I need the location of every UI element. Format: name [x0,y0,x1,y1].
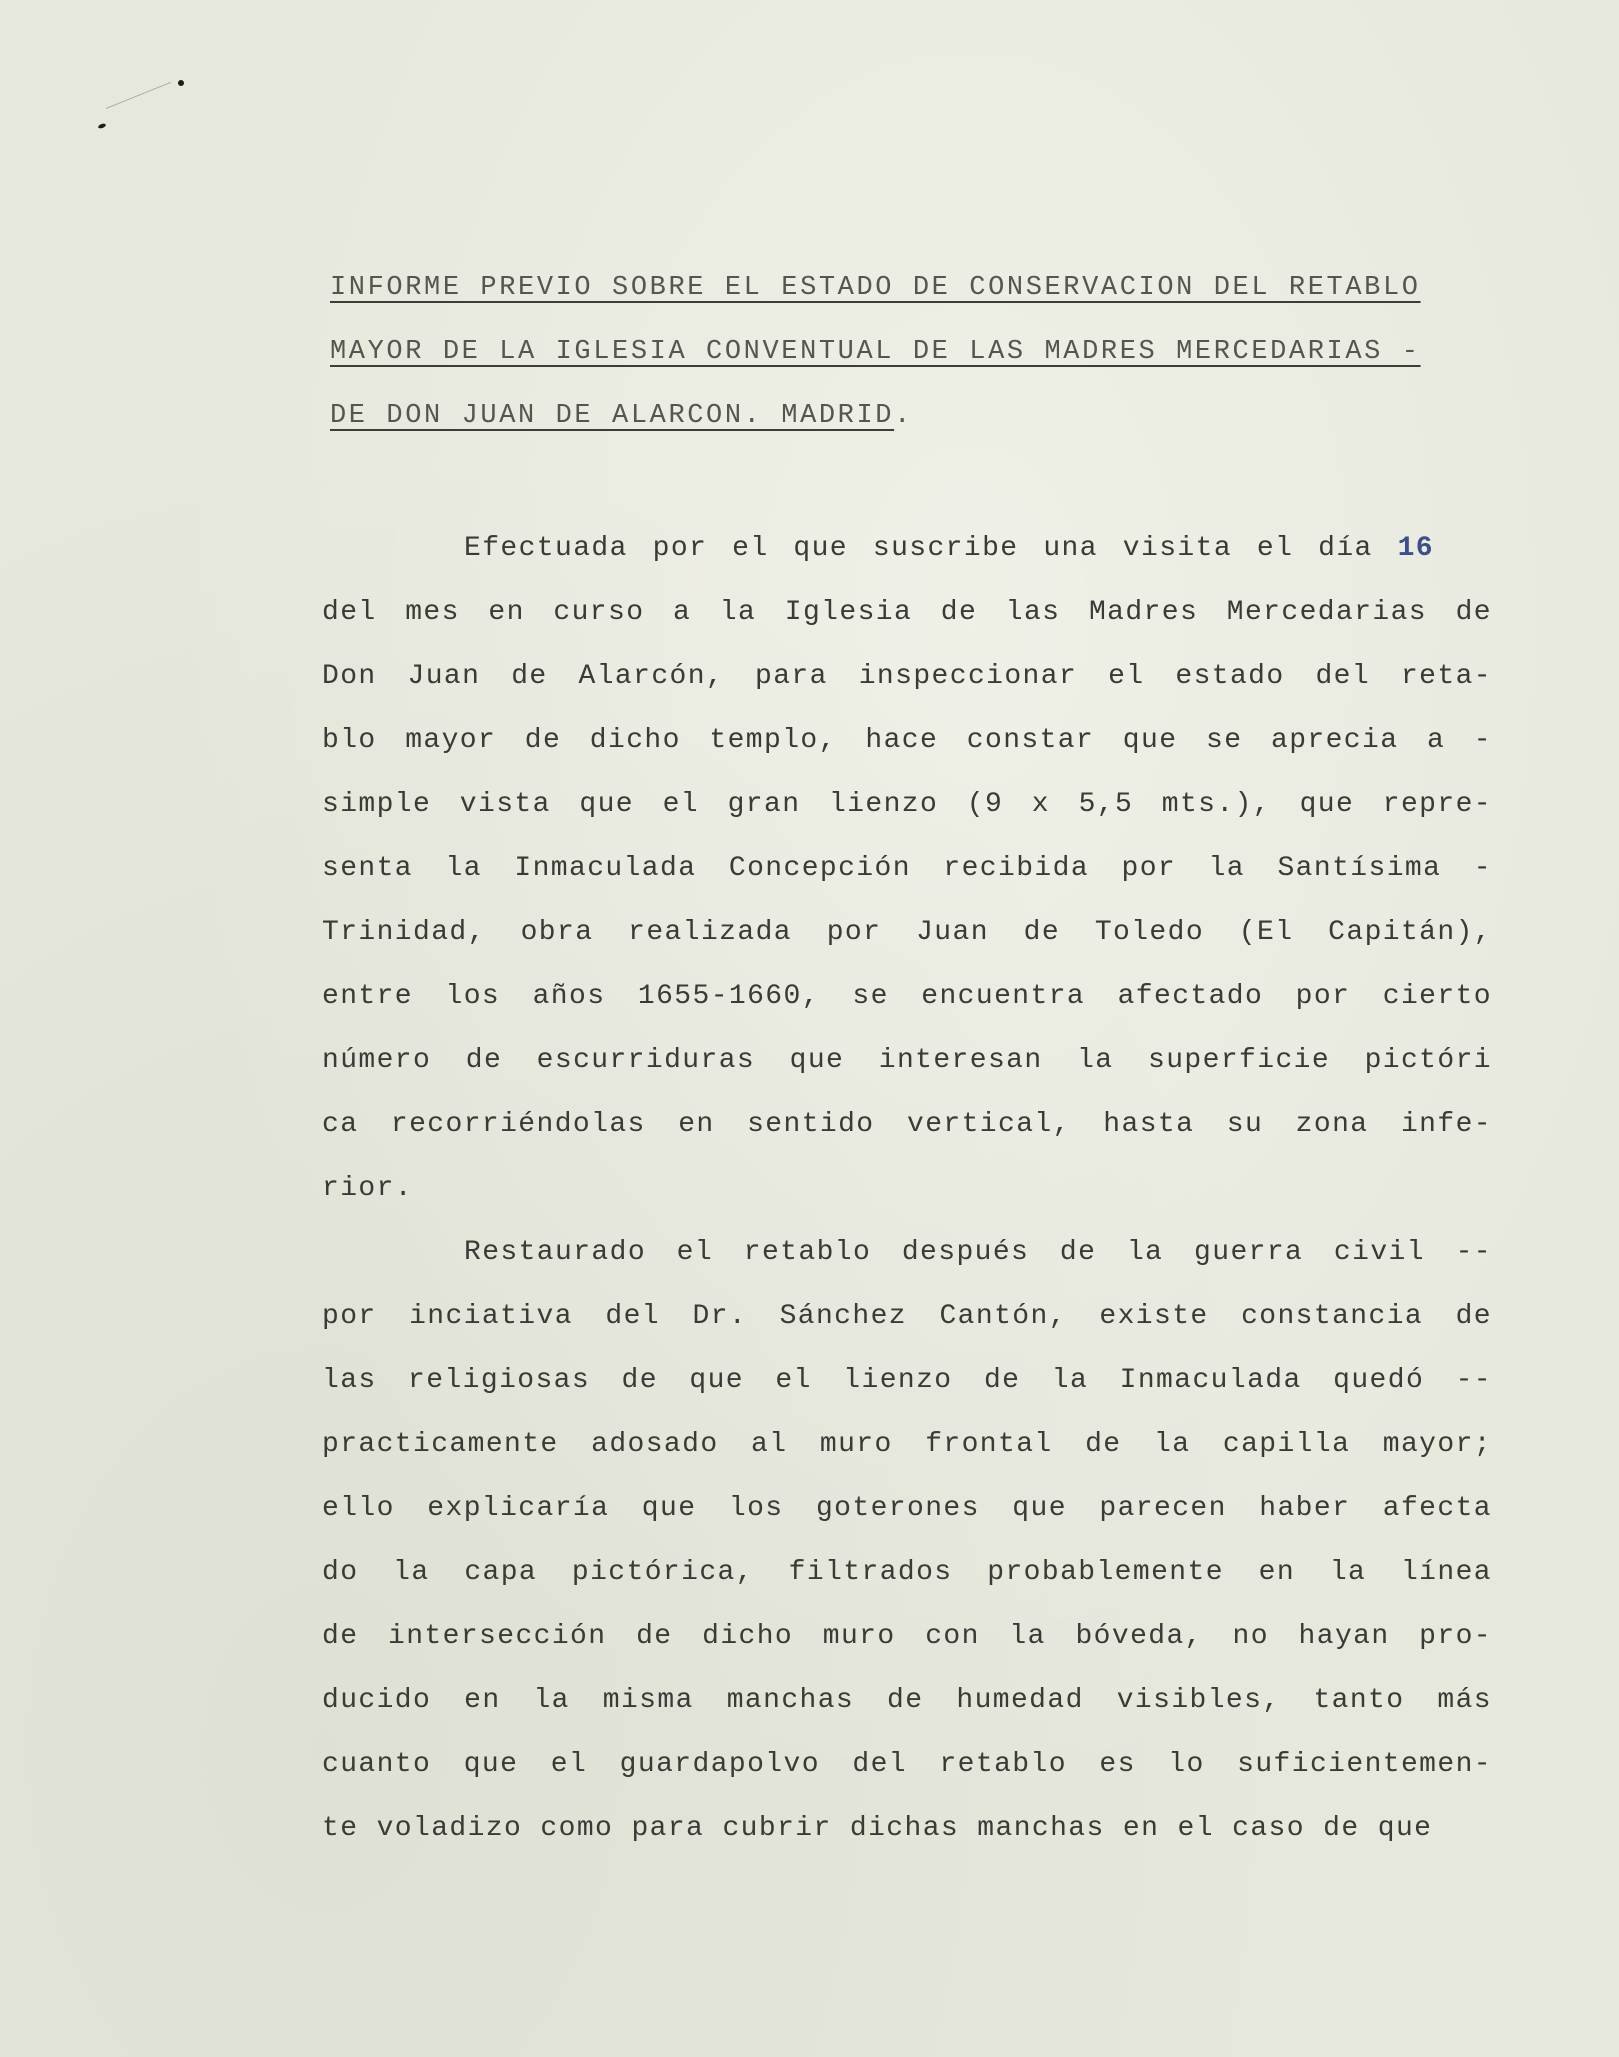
paragraph-1-line: entre los años 1655-1660, se encuentra afectado por cierto [322,981,1492,1012]
paragraph-2-line: Restaurado el retablo después de la guerra civil -- [464,1237,1492,1268]
ink-speck [178,80,184,86]
paragraph-2-line: las religiosas de que el lienzo de la Inmaculada quedó -- [322,1365,1492,1396]
paragraph-2-line: te voladizo como para cubrir dichas manchas en el caso de que [322,1813,1433,1844]
title-line-1: INFORME PREVIO SOBRE EL ESTADO DE CONSERVACION DEL RETABLO [330,273,1421,303]
paragraph-1-line: del mes en curso a la Iglesia de las Madres Mercedarias de [322,597,1492,628]
paragraph-1-line: blo mayor de dicho templo, hace constar que se aprecia a - [322,725,1492,756]
paragraph-1-line: senta la Inmaculada Concepción recibida por la Santísima - [322,853,1492,884]
paragraph-2-line: do la capa pictórica, filtrados probablemente en la línea [322,1557,1492,1588]
paragraph-2-line: por inciativa del Dr. Sánchez Cantón, existe constancia de [322,1301,1492,1332]
paragraph-2-line: cuanto que el guardapolvo del retablo es lo suficientemen- [322,1749,1492,1780]
paragraph-2-line: practicamente adosado al muro frontal de la capilla mayor; [322,1429,1492,1460]
paragraph-1-line: Don Juan de Alarcón, para inspeccionar el estado del reta- [322,661,1492,692]
paragraph-2-line: ducido en la misma manchas de humedad visibles, tanto más [322,1685,1492,1716]
paragraph-1-line: simple vista que el gran lienzo (9 x 5,5 mts.), que repre- [322,789,1492,820]
pencil-mark [106,82,171,109]
handwritten-day: 16 [1397,533,1434,564]
paragraph-1-opening: Efectuada por el que suscribe una visita el día [464,533,1398,564]
title-line-3: DE DON JUAN DE ALARCON. MADRID [330,401,895,431]
paragraph-1-line: rior. [322,1173,414,1204]
paragraph-1-line: ca recorriéndolas en sentido vertical, hasta su zona infe- [322,1109,1492,1140]
paragraph-2-line: de intersección de dicho muro con la bóveda, no hayan pro- [322,1621,1492,1652]
paragraph-1-line-1 [322,533,1434,597]
paragraph-1-line: Trinidad, obra realizada por Juan de Toledo (El Capitán), [322,917,1492,948]
document-title [330,272,1470,464]
title-period: . [894,401,911,431]
paragraph-2-line: ello explicaría que los goterones que parecen haber afecta [322,1493,1492,1524]
title-line-2: MAYOR DE LA IGLESIA CONVENTUAL DE LAS MADRES MERCEDARIAS - [330,337,1421,367]
paragraph-1-line: número de escurriduras que interesan la superficie pictóri [322,1045,1492,1076]
ink-speck [98,123,107,129]
document-body [322,533,1492,1877]
